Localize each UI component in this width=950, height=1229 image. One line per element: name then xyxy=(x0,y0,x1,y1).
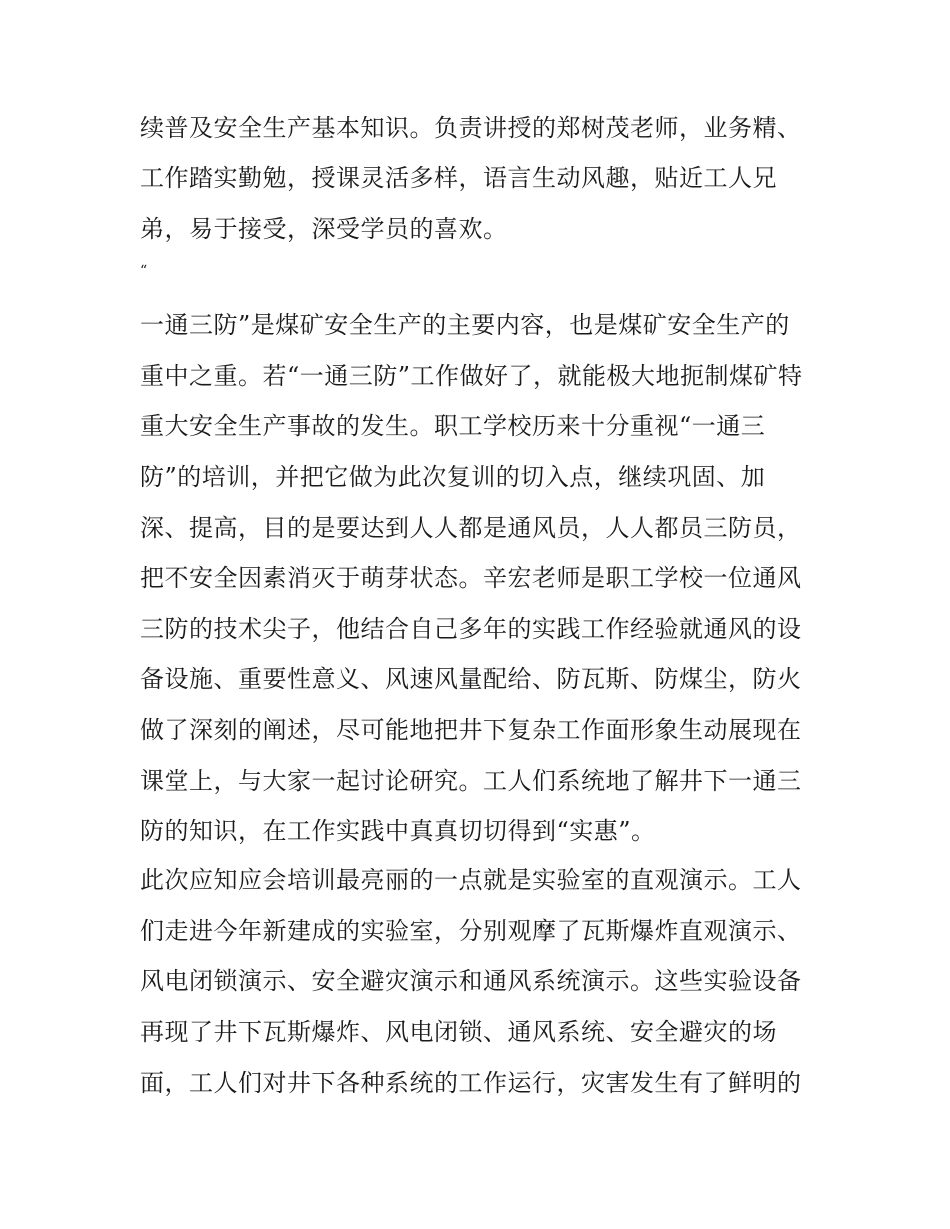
text-line: 们走进今年新建成的实验室，分别观摩了瓦斯爆炸直观演示、 xyxy=(140,917,802,945)
text-line: 续普及安全生产基本知识。负责讲授的郑树茂老师，业务精、 xyxy=(140,114,802,142)
text-line: 风电闭锁演示、安全避灾演示和通风系统演示。这些实验设备 xyxy=(140,967,802,995)
text-line: 备设施、重要性意义、风速风量配给、防瓦斯、防煤尘，防火 xyxy=(140,665,802,693)
text-line: 一通三防”是煤矿安全生产的主要内容，也是煤矿安全生产的 xyxy=(140,311,790,339)
text-line: 做了深刻的阐述，尽可能地把井下复杂工作面形象生动展现在 xyxy=(140,716,802,744)
text-line: 重大安全生产事故的发生。职工学校历来十分重视“一通三 xyxy=(140,412,766,440)
text-line: 把不安全因素消灭于萌芽状态。辛宏老师是职工学校一位通风 xyxy=(140,564,802,592)
text-line: 此次应知应会培训最亮丽的一点就是实验室的直观演示。工人 xyxy=(140,866,802,894)
text-line: 防”的培训，并把它做为此次复训的切入点，继续巩固、加 xyxy=(140,463,766,491)
text-line: 重中之重。若“一通三防”工作做好了，就能极大地扼制煤矿特 xyxy=(140,362,803,390)
text-line: 课堂上，与大家一起讨论研究。工人们系统地了解井下一通三 xyxy=(140,767,802,795)
quote-mark: “ xyxy=(140,263,148,279)
text-line: 再现了井下瓦斯爆炸、风电闭锁、通风系统、安全避灾的场 xyxy=(140,1018,777,1046)
text-line: 面，工人们对井下各种系统的工作运行，灾害发生有了鲜明的 xyxy=(140,1069,802,1097)
text-line: 防的知识，在工作实践中真真切切得到“实惠”。 xyxy=(140,817,656,845)
text-line: 三防的技术尖子，他结合自己多年的实践工作经验就通风的设 xyxy=(140,615,802,643)
text-line: 深、提高，目的是要达到人人都是通风员，人人都员三防员， xyxy=(140,514,802,542)
text-line: 工作踏实勤勉，授课灵活多样，语言生动风趣，贴近工人兄 xyxy=(140,164,777,192)
text-line: 弟，易于接受，深受学员的喜欢。 xyxy=(140,215,508,243)
